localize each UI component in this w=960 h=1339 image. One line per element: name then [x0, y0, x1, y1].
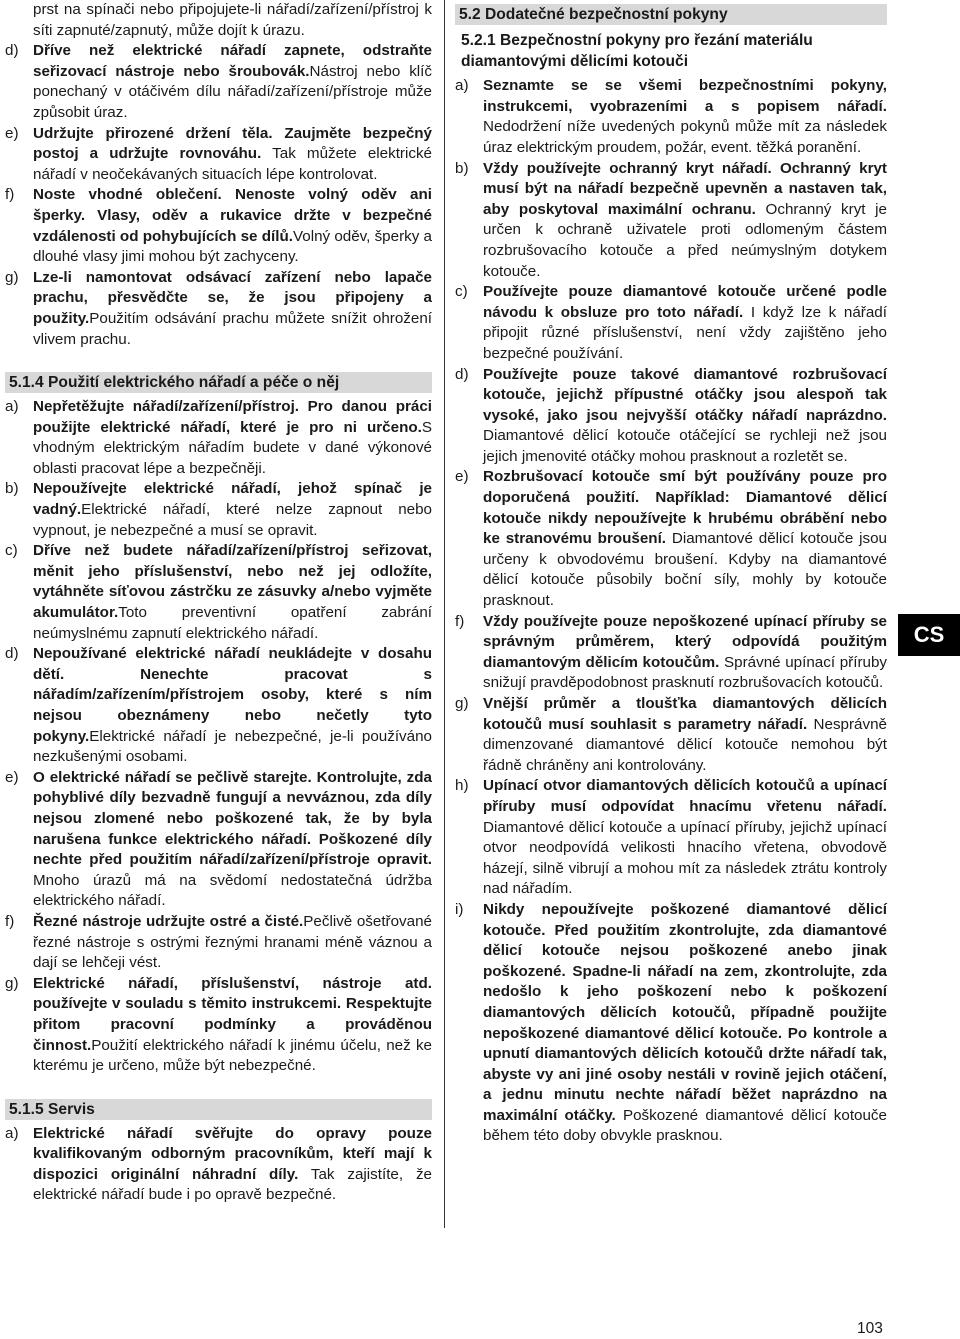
list-item: g) Elektrické nářadí, příslušenství, nástroje atd. používejte v souladu s těmito instrukcemi. Respektujte přitom pracovní podmínky a prováděnou činnost.Použití elektrického nářadí k jinému účelu, než ke kterému je určeno, může být nebezpečné. — [5, 974, 432, 1075]
item-label: e) — [455, 468, 469, 486]
item-label: a) — [455, 77, 469, 95]
list-item: i) Nikdy nepoužívejte poškozené diamantové dělicí kotouče. Před použitím zkontrolujte, zda diamantové dělicí kotouče nejsou poškozené anebo jinak poškozené. Spadne-li nářadí na zem, zkontrolujte, zda nedošlo k jeho poškození nebo k poškození diamantových dělicích kotoučů, případně použijte nepoškozené diamantové dělicí kotouče. Po kontrole a upnutí diamantových dělicích kotoučů držte nářadí tak, abyste vy ani jiné osoby nestáli v rovině jejich otáčení, a jednu minutu nechte nářadí běžet naprázdno na maximální otáčky. Poškozené diamantové dělicí kotouče během této doby obvykle prasknou. — [455, 900, 887, 1145]
list-item: d) Používejte pouze takové diamantové rozbrušovací kotouče, jejichž přípustné otáčky jsou alespoň tak vysoké, jako jsou nejvyšší otáčky nářadí naprázdno. Diamantové dělicí kotouče otáčející se rychleji než jsou jejich jmenovité otáčky mohou prasknout a rozletět se. — [455, 365, 887, 465]
list-item: e) Udržujte přirozené držení těla. Zaujměte bezpečný postoj a udržujte rovnováhu. Tak můžete elektrické nářadí v neočekávaných situacích lépe kontrolovat. — [5, 124, 432, 183]
item-label: c) — [455, 283, 468, 301]
list-item: c) Používejte pouze diamantové kotouče určené podle návodu k obsluze pro toto nářadí. I když lze k nářadí připojit různé příslušenství, není vždy zajištěno jeho bezpečné používání. — [455, 283, 887, 362]
list-item: f) Noste vhodné oblečení. Nenoste volný oděv ani šperky. Vlasy, oděv a rukavice držte v bezpečné vzdálenosti od pohybujících se dílů.Volný oděv, šperky a dlouhé vlasy jimi mohou být zachyceny. — [5, 186, 432, 266]
item-label: g) — [5, 974, 19, 992]
page-number: 103 — [857, 1320, 883, 1337]
list-item: d) Dříve než elektrické nářadí zapnete, odstraňte seřizovací nástroje nebo šroubovák.Nástroj nebo klíč ponechaný v otáčivém dílu nářadí/zařízení/přístroje může způsobit úraz. — [5, 42, 432, 121]
list-item: h) Upínací otvor diamantových dělicích kotoučů a upínací příruby musí odpovídat hnacímu vřetenu nářadí. Diamantové dělicí kotouče a upínací příruby, jejichž upínací otvor neodpovídá velikosti hnacího vřetena, obvodově házejí, silně vibrují a mohou mít za následek ztrátu kontroly nad nářadím. — [455, 777, 887, 898]
continuation-text: prst na spínači nebo připojujete-li nářadí/zařízení/přístroj k síti zapnuté/zapnutý, může dojít k úrazu. — [33, 1, 432, 39]
item-label: f) — [5, 186, 15, 204]
item-label: c) — [5, 542, 18, 560]
item-label: g) — [5, 268, 19, 286]
list-item: a) Elektrické nářadí svěřujte do opravy pouze kvalifikovaným odborným pracovníkům, kteří mají k dispozici originální náhradní díly. Tak zajistíte, že elektrické nářadí bude i po opravě bezpečné. — [5, 1124, 432, 1204]
item-label: a) — [5, 1124, 19, 1142]
item-label: h) — [455, 777, 469, 795]
section-heading-5-1-4: 5.1.4 Použití elektrického nářadí a péče o něj — [5, 372, 432, 393]
left-column — [5, 0, 432, 1206]
list-item: f) Řezné nástroje udržujte ostré a čisté.Pečlivě ošetřované řezné nástroje s ostrými řeznými hranami méně váznou a dají se lehčeji vést. — [5, 912, 432, 972]
item-label: a) — [5, 398, 19, 416]
item-label: e) — [5, 124, 19, 142]
left-top-items — [5, 41, 432, 350]
list-item: g) Lze-li namontovat odsávací zařízení nebo lapače prachu, přesvědčte se, že jsou připojeny a použity.Použitím odsávání prachu můžete snížit ohrožení vlivem prachu. — [5, 268, 432, 348]
item-label: b) — [455, 159, 469, 177]
column-divider — [444, 0, 445, 1228]
list-item: f) Vždy používejte pouze nepoškozené upínací příruby se správným průměrem, který odpovídá použitým diamantovým dělicím kotoučům. Správné upínací příruby snižují pravděpodobnost prasknutí rozbrušovacích kotoučů. — [455, 612, 887, 692]
item-label: d) — [455, 365, 469, 383]
section-heading-5-1-5: 5.1.5 Servis — [5, 1099, 432, 1120]
item-label: d) — [5, 42, 19, 60]
item-label: e) — [5, 768, 19, 786]
item-label: g) — [455, 695, 469, 712]
subsection-heading-5-2-1: 5.2.1 Bezpečnostní pokyny pro řezání materiálu diamantovými dělicími kotouči — [461, 32, 813, 70]
list-item: d) Nepoužívané elektrické nářadí neukládejte v dosahu dětí. Nenechte pracovat s nářadím/zařízením/přístrojem osoby, které s ním nejsou obeznámeny nebo nečetly tyto pokyny.Elektrické nářadí je nebezpečné, je-li používáno nezkušenými osobami. — [5, 645, 432, 766]
item-label: b) — [5, 480, 19, 498]
right-column — [455, 0, 887, 1147]
item-label: f) — [5, 912, 15, 930]
list-item: e) Rozbrušovací kotouče smí být používány pouze pro doporučená použití. Například: Diamantové dělicí kotouče nikdy nepoužívejte k hrubému obrábění nebo ke stranovému broušení. Diamantové dělicí kotouče jsou určeny k obvodovému broušení. Kdyby na diamantové dělicí kotouče působily boční síly, mohly by kotouče prasknout. — [455, 468, 887, 610]
item-label: i) — [455, 900, 464, 918]
list-item: a) Seznamte se se všemi bezpečnostními pokyny, instrukcemi, vyobrazeními a s popisem nářadí. Nedodržení níže uvedených pokynů může mít za následek úraz elektrickým proudem, požár, event. těžká poranění. — [455, 77, 887, 156]
language-tab: CS — [898, 614, 960, 656]
item-label: f) — [455, 612, 465, 630]
list-item: g) Vnější průměr a tloušťka diamantových dělicích kotoučů musí souhlasit s parametry nářadí. Nesprávně dimenzované diamantové dělicí kotouče nemohou být řádně chráněny ani kontrolovány. — [455, 695, 887, 774]
list-item: e) O elektrické nářadí se pečlivě starejte. Kontrolujte, zda pohyblivé díly bezvadně fungují a nevváznou, zda díly nejsou zlomené nebo poškozené tak, že by byla narušena funkce elektrického nářadí. Poškozené díly nechte před použitím nářadí/zařízení/přístroje opravit. Mnoho úrazů má na svědomí nedostatečná údržba elektrického nářadí. — [5, 768, 432, 910]
item-label: d) — [5, 645, 19, 663]
list-item: b) Vždy používejte ochranný kryt nářadí. Ochranný kryt musí být na nářadí bezpečně upevněn a nastaven tak, aby poskytoval maximální ochranu. Ochranný kryt je určen k ochraně uživatele proti odlomeným částem rozbrušovacího kotouče a před neúmyslným dotykem kotouče. — [455, 159, 887, 280]
list-item: a) Nepřetěžujte nářadí/zařízení/přístroj. Pro danou práci použijte elektrické nářadí, které je pro ni určeno.S vhodným elektrickým nářadím budete v dané výkonové oblasti pracovat lépe a bezpečněji. — [5, 398, 432, 477]
section-heading-5-2: 5.2 Dodatečné bezpečnostní pokyny — [455, 4, 887, 25]
list-item: c) Dříve než budete nářadí/zařízení/přístroj seřizovat, měnit jeho příslušenství, nebo než jej odložíte, vytáhněte síťovou zástrčku ze zásuvky a/nebo vyjměte akumulátor.Toto preventivní opatření zabrání neúmyslnému zapnutí elektrického nářadí. — [5, 542, 432, 642]
list-item: b) Nepoužívejte elektrické nářadí, jehož spínač je vadný.Elektrické nářadí, které nelze zapnout nebo vypnout, je nebezpečné a musí se opravit. — [5, 480, 432, 539]
